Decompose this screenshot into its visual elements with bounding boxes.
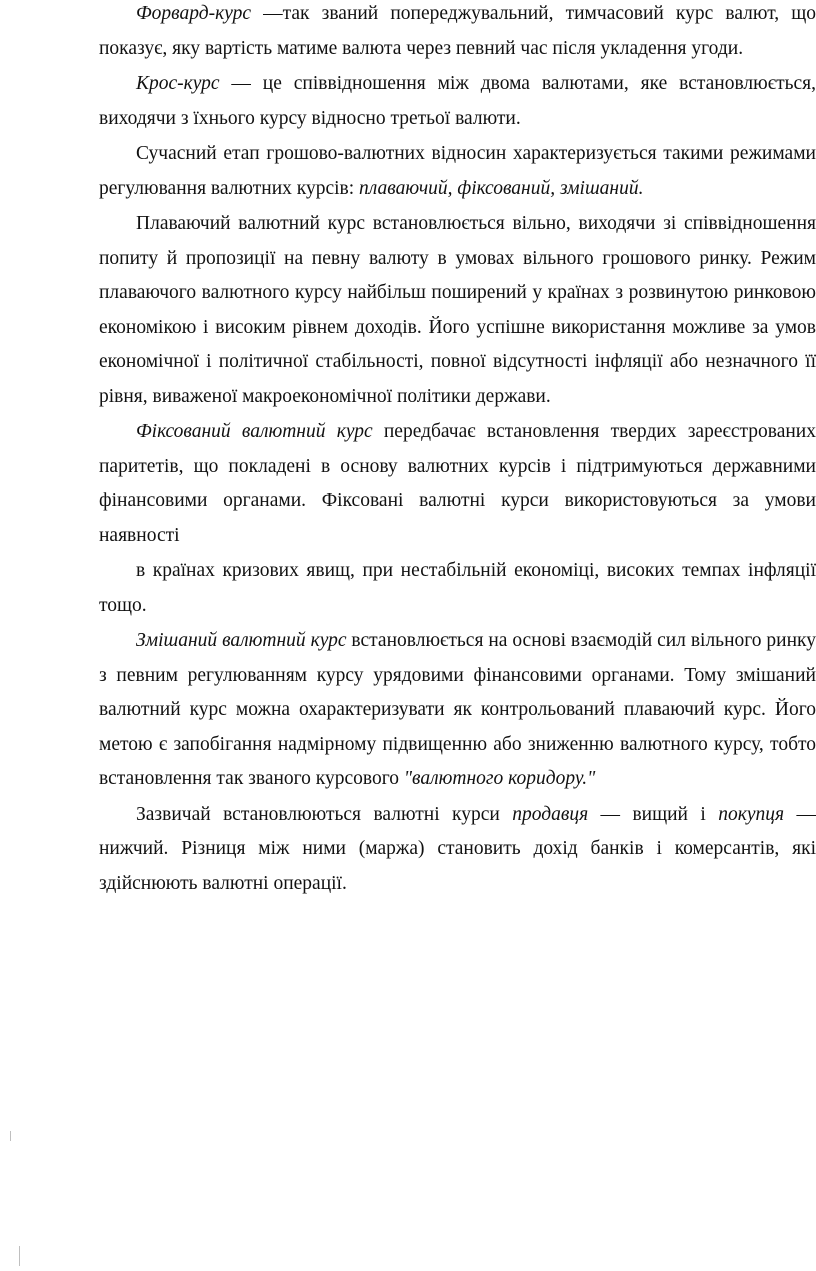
paragraph-floating-rate (99, 207, 816, 414)
term-forward-rate: Форвард-курс (136, 3, 252, 24)
term-currency-corridor: "валютного коридору." (403, 768, 596, 789)
margin-line-mark (10, 1131, 11, 1141)
paragraph-mixed-rate (99, 624, 816, 797)
term-cross-rate: Крос-курс (136, 73, 220, 94)
margin-line-mark (19, 1246, 20, 1266)
paragraph-text: Плаваючий валютний курс встановлюється вільно, виходячи зі співвідношення попиту й пропозиції на певну валюту в умовах вільного грошового ринку. Режим плаваючого валютного курсу найбільш поширений у країнах з розвинутою ринковою економікою і високим рівнем доходів. Його успішне використання можливе за умов економічної і політичної стабільності, повної відсутності інфляції або незначного її рівня, виваженої макроекономічної політики держави. (99, 213, 816, 407)
paragraph-fixed-rate (99, 415, 816, 553)
paragraph-fixed-rate-continued (99, 554, 816, 623)
term-fixed-rate: Фіксований валютний курс (136, 421, 373, 442)
term-seller: продавця (512, 803, 589, 825)
paragraph-regimes (99, 137, 816, 206)
document-page (99, 0, 816, 901)
paragraph-text: встановлюється на основі взаємодій сил вільного ринку з певним регулюванням курсу урядовими фінансовими органами. Тому змішаний валютний курс можна охарактеризувати як контрольований плаваючий курс. Його метою є запобігання надмірному підвищенню або зниженню валютного курсу, тобто встановлення так званого курсового (99, 630, 816, 789)
paragraph-text: Зазвичай встановлюються валютні курси (136, 803, 513, 825)
term-mixed-rate: Змішаний валютний курс (136, 630, 347, 651)
term-regimes: плаваючий, фіксований, змішаний. (359, 177, 644, 199)
paragraph-forward-rate (99, 0, 816, 66)
paragraph-text: — вищий і (588, 803, 719, 825)
paragraph-text: — це співвідношення між двома валютами, яке встановлюється, виходячи з їхнього курсу відносно третьої валюти. (99, 73, 816, 129)
paragraph-text: — нижчий. Різниця між ними (маржа) становить дохід банків і комерсантів, які здійснюють валютні операції. (99, 803, 816, 894)
paragraph-text: Сучасний етап грошово-валютних відносин характеризується такими режимами регулювання валютних курсів: (99, 143, 816, 199)
paragraph-cross-rate (99, 67, 816, 136)
paragraph-text: передбачає встановлення твердих зареєстрованих паритетів, що покладені в основу валютних курсів і підтримуються державними фінансовими органами. Фіксовані валютні курси використовуються за умови наявності (99, 421, 816, 546)
paragraph-text: в країнах кризових явищ, при нестабільній економіці, високих темпах інфляції тощо. (99, 560, 816, 616)
paragraph-text: —так званий попереджувальний, тимчасовий курс валют, що показує, яку вартість матиме валюта через певний час після укладення угоди. (99, 3, 816, 59)
paragraph-buy-sell-rates (99, 798, 816, 902)
term-buyer: покупця (718, 803, 785, 825)
